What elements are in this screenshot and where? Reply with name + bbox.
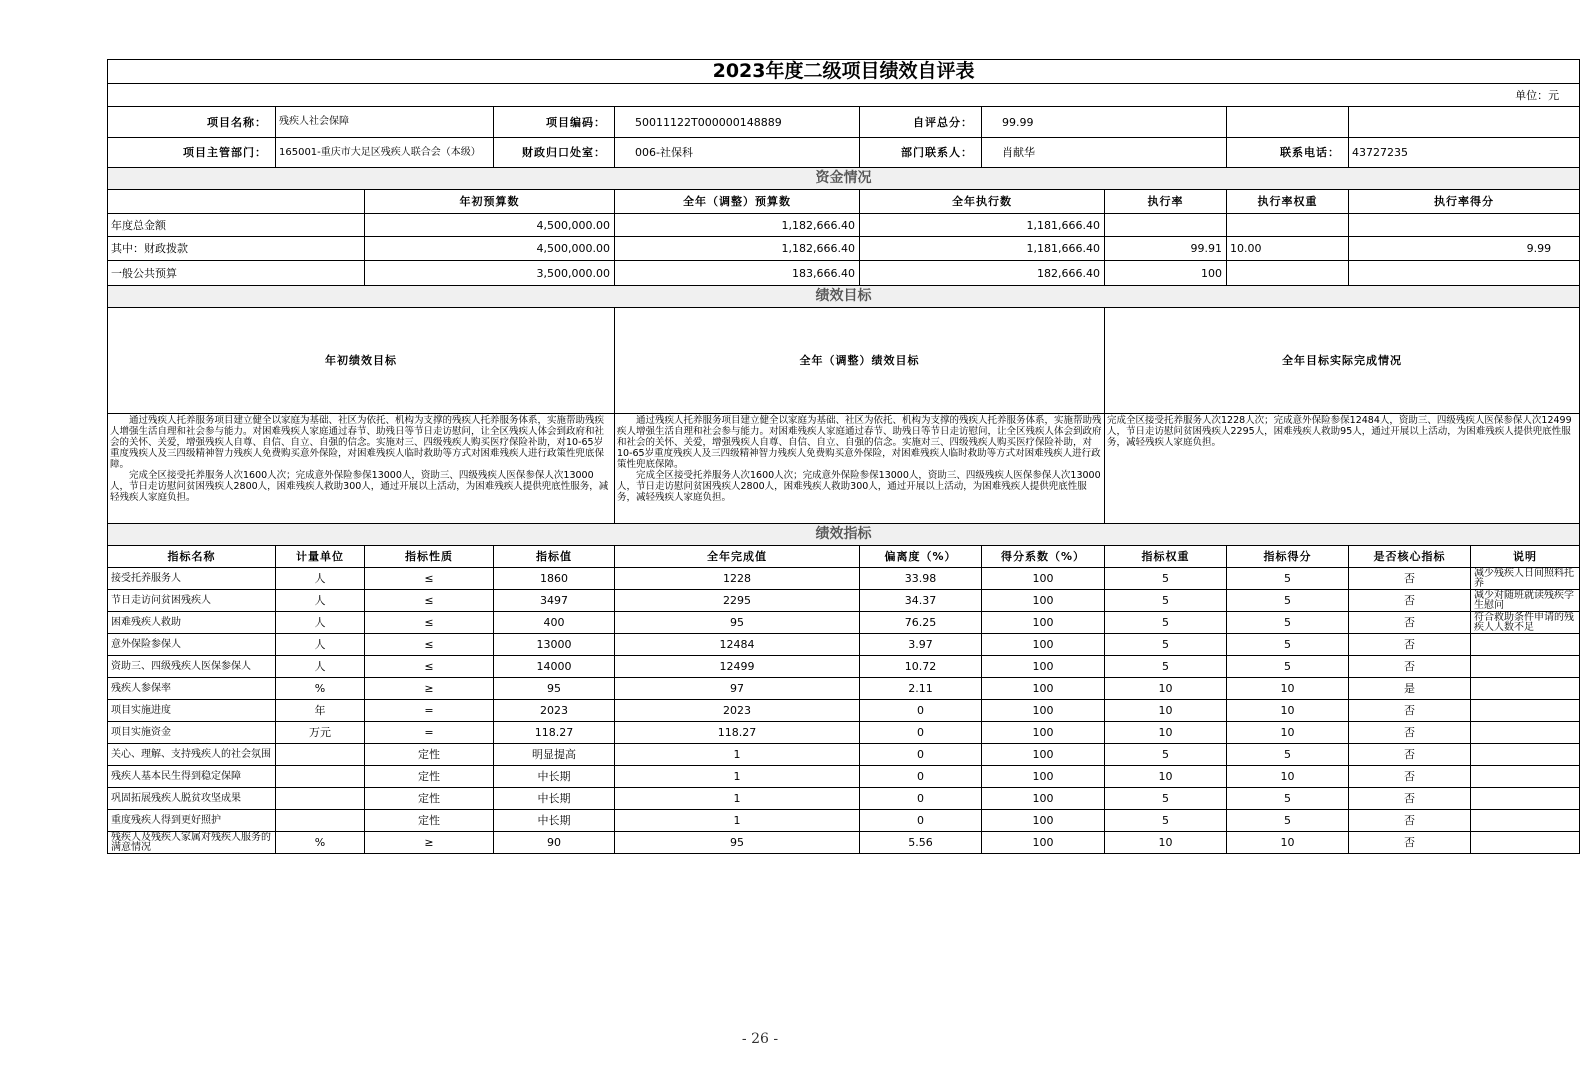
ind-coef: 100 — [982, 612, 1105, 634]
ind-name: 节日走访问贫困残疾人 — [108, 590, 276, 612]
funds-header-row — [108, 190, 1580, 214]
ind-unit: 年 — [276, 700, 365, 722]
ind-core: 否 — [1349, 612, 1471, 634]
table-row — [108, 656, 1580, 678]
ind-deviation: 34.37 — [860, 590, 982, 612]
ind-coef: 100 — [982, 766, 1105, 788]
goal-initial-text — [108, 414, 615, 524]
ind-note — [1471, 656, 1580, 678]
ind-header-name: 指标名称 — [108, 546, 276, 568]
ind-deviation: 10.72 — [860, 656, 982, 678]
ind-core: 否 — [1349, 788, 1471, 810]
ind-unit: 万元 — [276, 722, 365, 744]
ind-coef: 100 — [982, 656, 1105, 678]
ind-deviation: 0 — [860, 700, 982, 722]
ind-name: 项目实施资金 — [108, 722, 276, 744]
ind-coef: 100 — [982, 744, 1105, 766]
funds-row-initial: 4,500,000.00 — [365, 237, 615, 261]
table-row — [108, 612, 1580, 634]
finance-label: 财政归口处室： — [494, 138, 615, 168]
phone-value: 43727235 — [1349, 138, 1580, 168]
ind-note — [1471, 634, 1580, 656]
funds-row-score: 9.99 — [1349, 237, 1580, 261]
project-name: 残疾人社会保障 — [276, 107, 494, 138]
goals-header-actual: 全年目标实际完成情况 — [1105, 308, 1580, 414]
ind-target: 13000 — [494, 634, 615, 656]
ind-core: 否 — [1349, 744, 1471, 766]
ind-score: 5 — [1227, 788, 1349, 810]
ind-name: 重度残疾人得到更好照护 — [108, 810, 276, 832]
ind-header-core: 是否核心指标 — [1349, 546, 1471, 568]
ind-score: 5 — [1227, 568, 1349, 590]
table-row — [108, 700, 1580, 722]
funds-header-rate: 执行率 — [1105, 190, 1227, 214]
funds-row-adjusted: 1,182,666.40 — [615, 237, 860, 261]
ind-note: 减少对随班就读残疾学生慰问 — [1471, 590, 1580, 612]
funds-header-executed: 全年执行数 — [860, 190, 1105, 214]
ind-target: 95 — [494, 678, 615, 700]
ind-core: 否 — [1349, 656, 1471, 678]
ind-name: 项目实施进度 — [108, 700, 276, 722]
ind-name: 残疾人参保率 — [108, 678, 276, 700]
goals-section-header: 绩效目标 — [108, 286, 1580, 308]
funds-row-weight — [1227, 261, 1349, 286]
funds-row-name: 年度总金额 — [108, 214, 365, 237]
ind-core: 否 — [1349, 810, 1471, 832]
ind-actual: 1 — [615, 766, 860, 788]
ind-coef: 100 — [982, 700, 1105, 722]
evaluation-table — [107, 59, 1580, 854]
funds-row-executed: 1,181,666.40 — [860, 237, 1105, 261]
ind-target: 3497 — [494, 590, 615, 612]
funds-row-rate — [1105, 214, 1227, 237]
table-row — [108, 590, 1580, 612]
ind-weight: 10 — [1105, 700, 1227, 722]
ind-unit — [276, 766, 365, 788]
ind-nature: 定性 — [365, 766, 494, 788]
ind-note — [1471, 788, 1580, 810]
ind-score: 10 — [1227, 766, 1349, 788]
ind-deviation: 3.97 — [860, 634, 982, 656]
ind-note: 减少残疾人日间照料托养 — [1471, 568, 1580, 590]
goal-actual-text: 完成全区接受托养服务人次1228人次；完成意外保险参保12484人，资助三、四级残疾人医保参保人次12499人，节日走访慰问贫困残疾人2295人，困难残疾人救助95人，通过开展以上活动，为困难残疾人提供兜底性服务，减轻残疾人家庭负担。 — [1105, 414, 1580, 524]
funds-row-weight: 10.00 — [1227, 237, 1349, 261]
ind-header-weight: 指标权重 — [1105, 546, 1227, 568]
ind-coef: 100 — [982, 832, 1105, 854]
ind-weight: 5 — [1105, 612, 1227, 634]
funds-row-rate: 100 — [1105, 261, 1227, 286]
ind-nature: = — [365, 700, 494, 722]
ind-nature: = — [365, 722, 494, 744]
ind-actual: 1 — [615, 744, 860, 766]
ind-unit: 人 — [276, 612, 365, 634]
ind-weight: 5 — [1105, 810, 1227, 832]
ind-score: 5 — [1227, 634, 1349, 656]
project-code: 50011122T000000148889 — [615, 107, 860, 138]
ind-actual: 2023 — [615, 700, 860, 722]
ind-actual: 97 — [615, 678, 860, 700]
ind-score: 5 — [1227, 810, 1349, 832]
ind-header-deviation: 偏离度（%） — [860, 546, 982, 568]
ind-nature: ≤ — [365, 612, 494, 634]
ind-coef: 100 — [982, 678, 1105, 700]
ind-coef: 100 — [982, 722, 1105, 744]
ind-note — [1471, 700, 1580, 722]
ind-target: 14000 — [494, 656, 615, 678]
goals-header-adjusted: 全年（调整）绩效目标 — [615, 308, 1105, 414]
ind-nature: ≤ — [365, 634, 494, 656]
ind-deviation: 0 — [860, 722, 982, 744]
project-name-label: 项目名称： — [108, 107, 276, 138]
ind-header-coef: 得分系数（%） — [982, 546, 1105, 568]
goals-header-row — [108, 308, 1580, 414]
ind-score: 10 — [1227, 832, 1349, 854]
ind-core: 否 — [1349, 634, 1471, 656]
ind-core: 否 — [1349, 700, 1471, 722]
ind-core: 否 — [1349, 766, 1471, 788]
funds-row-adjusted: 1,182,666.40 — [615, 214, 860, 237]
ind-unit: % — [276, 678, 365, 700]
ind-actual: 1 — [615, 788, 860, 810]
table-row — [108, 744, 1580, 766]
ind-coef: 100 — [982, 568, 1105, 590]
funds-row-name: 其中：财政拨款 — [108, 237, 365, 261]
ind-header-unit: 计量单位 — [276, 546, 365, 568]
unit-label: 单位：元 — [108, 84, 1580, 107]
ind-score: 5 — [1227, 612, 1349, 634]
ind-score: 5 — [1227, 744, 1349, 766]
ind-coef: 100 — [982, 590, 1105, 612]
info-row-1 — [108, 107, 1580, 138]
ind-deviation: 0 — [860, 788, 982, 810]
table-row — [108, 634, 1580, 656]
ind-header-actual: 全年完成值 — [615, 546, 860, 568]
project-code-label: 项目编码： — [494, 107, 615, 138]
ind-unit — [276, 744, 365, 766]
goal-initial-paragraph: 完成全区接受托养服务人次1600人次；完成意外保险参保13000人，资助三、四级残疾人医保参保人次13000人，节日走访慰问贫困残疾人2800人，困难残疾人救助300人，通过开展以上活动，为困难残疾人提供兜底性服务，减轻残疾人家庭负担。 — [110, 470, 609, 503]
table-row — [108, 722, 1580, 744]
table-row — [108, 766, 1580, 788]
ind-weight: 5 — [1105, 788, 1227, 810]
ind-core: 否 — [1349, 568, 1471, 590]
funds-row-initial: 4,500,000.00 — [365, 214, 615, 237]
funds-row-rate: 99.91 — [1105, 237, 1227, 261]
funds-row-score — [1349, 261, 1580, 286]
ind-score: 5 — [1227, 590, 1349, 612]
ind-actual: 118.27 — [615, 722, 860, 744]
ind-name: 巩固拓展残疾人脱贫攻坚成果 — [108, 788, 276, 810]
ind-core: 否 — [1349, 832, 1471, 854]
ind-name: 意外保险参保人 — [108, 634, 276, 656]
ind-actual: 95 — [615, 612, 860, 634]
ind-weight: 5 — [1105, 568, 1227, 590]
ind-weight: 10 — [1105, 832, 1227, 854]
funds-row-initial: 3,500,000.00 — [365, 261, 615, 286]
contact-label: 部门联系人： — [860, 138, 982, 168]
ind-nature: ≥ — [365, 832, 494, 854]
ind-note — [1471, 678, 1580, 700]
ind-coef: 100 — [982, 810, 1105, 832]
funds-header-score: 执行率得分 — [1349, 190, 1580, 214]
goal-adjusted-paragraph: 通过残疾人托养服务项目建立健全以家庭为基础、社区为依托、机构为支撑的残疾人托养服务体系，实施帮助残疾人增强生活自理和社会参与能力。对困难残疾人家庭通过春节、助残日等节日走访慰问，让全区残疾人体会到政府和社会的关怀、关爱，增强残疾人自尊、自信、自立、自强的信念。实施对三、四级残疾人购买医疗保险补助，对10-65岁重度残疾人及三四级精神智力残疾人免费购买意外保险，对困难残疾人临时救助等方式对困难残疾人进行政策性兜底保障。 — [617, 415, 1102, 470]
ind-unit — [276, 810, 365, 832]
ind-actual: 2295 — [615, 590, 860, 612]
ind-note — [1471, 766, 1580, 788]
ind-weight: 5 — [1105, 634, 1227, 656]
ind-unit: 人 — [276, 568, 365, 590]
ind-actual: 1228 — [615, 568, 860, 590]
table-row — [108, 810, 1580, 832]
page-number: - 26 - — [741, 1031, 779, 1047]
ind-weight: 5 — [1105, 744, 1227, 766]
ind-unit: 人 — [276, 590, 365, 612]
funds-row-score — [1349, 214, 1580, 237]
ind-unit: % — [276, 832, 365, 854]
funds-header-weight: 执行率权重 — [1227, 190, 1349, 214]
ind-note — [1471, 810, 1580, 832]
ind-name: 资助三、四级残疾人医保参保人 — [108, 656, 276, 678]
funds-header-initial: 年初预算数 — [365, 190, 615, 214]
ind-header-target: 指标值 — [494, 546, 615, 568]
ind-score: 5 — [1227, 656, 1349, 678]
self-score-label: 自评总分： — [860, 107, 982, 138]
ind-unit: 人 — [276, 656, 365, 678]
ind-deviation: 2.11 — [860, 678, 982, 700]
ind-weight: 10 — [1105, 678, 1227, 700]
ind-coef: 100 — [982, 788, 1105, 810]
funds-row — [108, 237, 1580, 261]
ind-nature: ≤ — [365, 568, 494, 590]
ind-name: 残疾人及残疾人家属对残疾人服务的满意情况 — [108, 832, 276, 854]
ind-target: 明显提高 — [494, 744, 615, 766]
ind-deviation: 0 — [860, 810, 982, 832]
ind-target: 中长期 — [494, 766, 615, 788]
ind-target: 118.27 — [494, 722, 615, 744]
dept-label: 项目主管部门： — [108, 138, 276, 168]
table-row — [108, 788, 1580, 810]
ind-weight: 10 — [1105, 722, 1227, 744]
ind-target: 90 — [494, 832, 615, 854]
ind-target: 1860 — [494, 568, 615, 590]
goal-adjusted-paragraph: 完成全区接受托养服务人次1600人次；完成意外保险参保13000人，资助三、四级残疾人医保参保人次13000人，节日走访慰问贫困残疾人2800人，困难残疾人救助300人，通过开展以上活动，为困难残疾人提供兜底性服务，减轻残疾人家庭负担。 — [617, 470, 1101, 503]
ind-target: 2023 — [494, 700, 615, 722]
ind-note — [1471, 722, 1580, 744]
funds-row-executed: 182,666.40 — [860, 261, 1105, 286]
funds-row-adjusted: 183,666.40 — [615, 261, 860, 286]
ind-deviation: 0 — [860, 744, 982, 766]
table-row — [108, 678, 1580, 700]
ind-actual: 95 — [615, 832, 860, 854]
funds-section-header: 资金情况 — [108, 168, 1580, 190]
contact-value: 肖献华 — [982, 138, 1227, 168]
indicators-header-row — [108, 546, 1580, 568]
goal-adjusted-text — [615, 414, 1105, 524]
finance-value: 006-社保科 — [615, 138, 860, 168]
ind-name: 接受托养服务人 — [108, 568, 276, 590]
ind-name: 关心、理解、支持残疾人的社会氛围 — [108, 744, 276, 766]
ind-nature: 定性 — [365, 744, 494, 766]
ind-weight: 10 — [1105, 766, 1227, 788]
table-row — [108, 832, 1580, 854]
ind-weight: 5 — [1105, 590, 1227, 612]
ind-core: 否 — [1349, 722, 1471, 744]
ind-note — [1471, 832, 1580, 854]
ind-nature: ≤ — [365, 656, 494, 678]
evaluation-sheet — [107, 59, 1574, 854]
goal-initial-paragraph: 通过残疾人托养服务项目建立健全以家庭为基础、社区为依托、机构为支撑的残疾人托养服务体系，实施帮助残疾人增强生活自理和社会参与能力。对困难残疾人家庭通过春节、助残日等节日走访慰问，让全区残疾人体会到政府和社会的关怀、关爱，增强残疾人自尊、自信、自立、自强的信念。实施对三、四级残疾人购买医疗保险补助，对10-65岁重度残疾人及三四级精神智力残疾人免费购买意外保险，对困难残疾人临时救助等方式对困难残疾人进行政策性兜底保障。 — [110, 415, 605, 470]
ind-header-score: 指标得分 — [1227, 546, 1349, 568]
ind-deviation: 5.56 — [860, 832, 982, 854]
ind-deviation: 33.98 — [860, 568, 982, 590]
ind-deviation: 0 — [860, 766, 982, 788]
page-title: 2023年度二级项目绩效自评表 — [108, 60, 1580, 84]
ind-target: 中长期 — [494, 788, 615, 810]
self-score: 99.99 — [982, 107, 1227, 138]
ind-core: 是 — [1349, 678, 1471, 700]
ind-score: 10 — [1227, 722, 1349, 744]
funds-row-executed: 1,181,666.40 — [860, 214, 1105, 237]
ind-nature: 定性 — [365, 810, 494, 832]
goals-text-row — [108, 414, 1580, 524]
funds-row — [108, 214, 1580, 237]
ind-unit: 人 — [276, 634, 365, 656]
ind-weight: 5 — [1105, 656, 1227, 678]
ind-score: 10 — [1227, 700, 1349, 722]
ind-header-nature: 指标性质 — [365, 546, 494, 568]
ind-core: 否 — [1349, 590, 1471, 612]
ind-deviation: 76.25 — [860, 612, 982, 634]
funds-row-name: 一般公共预算 — [108, 261, 365, 286]
table-row — [108, 568, 1580, 590]
phone-label: 联系电话： — [1227, 138, 1349, 168]
ind-actual: 12484 — [615, 634, 860, 656]
indicators-section-header: 绩效指标 — [108, 524, 1580, 546]
ind-note: 符合救助条件申请的残疾人人数不足 — [1471, 612, 1580, 634]
ind-header-note: 说明 — [1471, 546, 1580, 568]
ind-name: 困难残疾人救助 — [108, 612, 276, 634]
info-row-2 — [108, 138, 1580, 168]
ind-note — [1471, 744, 1580, 766]
funds-header-adjusted: 全年（调整）预算数 — [615, 190, 860, 214]
dept-value: 165001-重庆市大足区残疾人联合会（本级） — [276, 138, 494, 168]
goals-header-initial: 年初绩效目标 — [108, 308, 615, 414]
ind-actual: 1 — [615, 810, 860, 832]
ind-target: 400 — [494, 612, 615, 634]
funds-row-weight — [1227, 214, 1349, 237]
funds-row — [108, 261, 1580, 286]
ind-nature: ≥ — [365, 678, 494, 700]
ind-score: 10 — [1227, 678, 1349, 700]
ind-nature: 定性 — [365, 788, 494, 810]
ind-target: 中长期 — [494, 810, 615, 832]
indicators-body — [108, 568, 1580, 854]
ind-unit — [276, 788, 365, 810]
ind-nature: ≤ — [365, 590, 494, 612]
ind-coef: 100 — [982, 634, 1105, 656]
ind-actual: 12499 — [615, 656, 860, 678]
ind-name: 残疾人基本民生得到稳定保障 — [108, 766, 276, 788]
